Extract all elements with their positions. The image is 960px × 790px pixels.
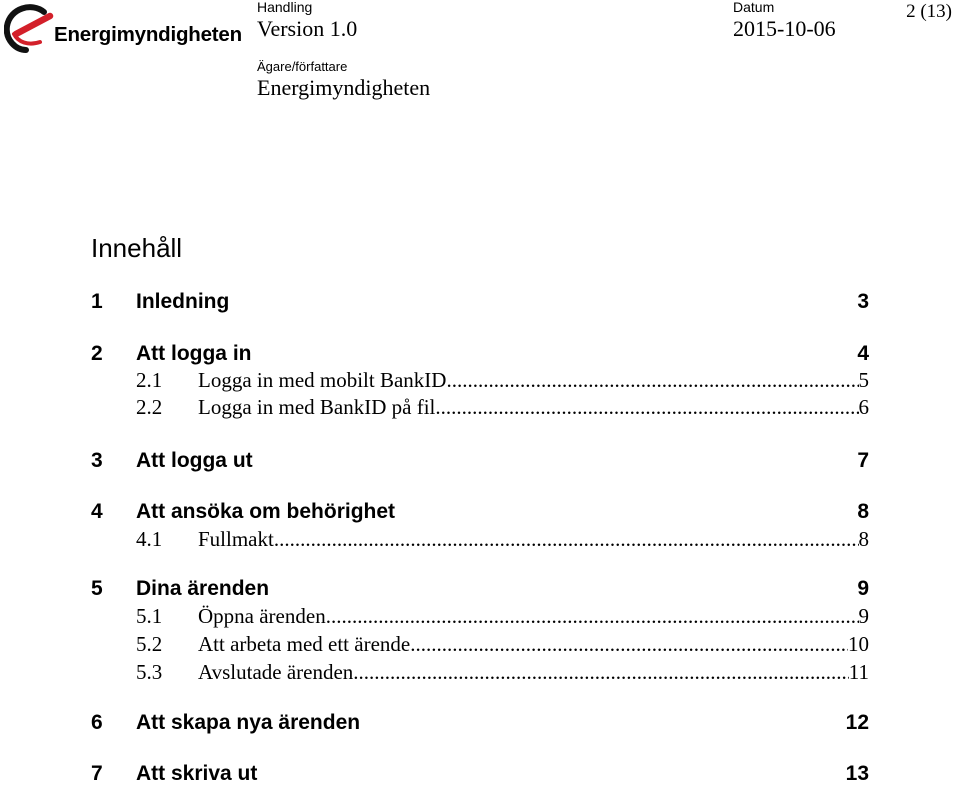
toc-subsection-number: 2.1 bbox=[136, 368, 163, 392]
toc-subsection-number: 5.1 bbox=[136, 604, 163, 628]
toc-section-page: 3 bbox=[857, 290, 869, 313]
toc-section-title: Dina ärenden bbox=[136, 577, 270, 600]
toc-section-number: 6 bbox=[91, 711, 103, 734]
toc-section-number: 3 bbox=[91, 449, 103, 472]
toc-section-page: 9 bbox=[857, 577, 869, 600]
toc-section-number: 2 bbox=[91, 342, 103, 365]
toc-section-title: Att logga ut bbox=[136, 449, 253, 472]
toc-subsection-title: Att arbeta med ett ärende bbox=[198, 632, 411, 656]
toc-subsection-page: 10 bbox=[848, 632, 869, 656]
toc-subsection-page: 5 bbox=[858, 368, 869, 392]
toc-section-number: 7 bbox=[91, 762, 103, 785]
toc-subsection-number: 2.2 bbox=[136, 395, 163, 419]
toc-subsection-title: Fullmakt bbox=[198, 527, 274, 551]
datum-label: Datum bbox=[733, 0, 775, 15]
toc-section-page: 7 bbox=[857, 449, 869, 472]
toc-title: Innehåll bbox=[91, 233, 183, 263]
toc-subsection-page: 9 bbox=[858, 604, 869, 628]
toc-section[interactable] bbox=[91, 577, 869, 605]
owner-value: Energimyndigheten bbox=[257, 75, 431, 100]
toc-subsection-title: Avslutade ärenden bbox=[198, 660, 354, 684]
toc-subsection-page: 8 bbox=[858, 527, 869, 551]
toc-subsection[interactable] bbox=[91, 368, 869, 396]
toc-section[interactable] bbox=[91, 290, 869, 318]
toc-subsection-number: 5.3 bbox=[136, 660, 163, 684]
energimyndigheten-logo bbox=[4, 4, 244, 60]
toc-subsection-page: 6 bbox=[858, 395, 869, 419]
toc-section[interactable] bbox=[91, 711, 869, 739]
toc-subsection[interactable] bbox=[91, 660, 869, 688]
toc-section-title: Att skapa nya ärenden bbox=[136, 711, 361, 734]
toc-section-title: Att ansöka om behörighet bbox=[136, 500, 396, 523]
toc-section-page: 13 bbox=[845, 762, 869, 785]
toc-subsection-title: Logga in med mobilt BankID bbox=[198, 368, 447, 392]
toc-dot-leader bbox=[435, 395, 858, 420]
logo-text: Energimyndigheten bbox=[54, 23, 242, 46]
toc-subsection-number: 4.1 bbox=[136, 527, 163, 551]
toc-subsection-number: 5.2 bbox=[136, 632, 163, 656]
toc-section-page: 8 bbox=[857, 500, 869, 523]
toc-subsection-title: Logga in med BankID på fil bbox=[198, 395, 436, 419]
toc-subsection[interactable] bbox=[91, 632, 869, 660]
toc-section-page: 4 bbox=[857, 342, 869, 365]
toc-section-title: Att logga in bbox=[136, 342, 252, 365]
toc-section-page: 12 bbox=[845, 711, 869, 734]
toc-section-number: 1 bbox=[91, 290, 103, 313]
toc-section[interactable] bbox=[91, 449, 869, 477]
logo-swirl-icon bbox=[4, 4, 54, 56]
toc-dot-leader bbox=[326, 604, 859, 629]
page-number: 2 (13) bbox=[906, 1, 952, 22]
toc-dot-leader bbox=[446, 368, 858, 393]
owner-label: Ägare/författare bbox=[257, 59, 348, 74]
toc-section-title: Inledning bbox=[136, 290, 230, 313]
toc-dot-leader bbox=[410, 632, 848, 657]
toc-subsection-page: 11 bbox=[848, 660, 869, 684]
toc-subsection-title: Öppna ärenden bbox=[198, 604, 326, 628]
toc-subsection[interactable] bbox=[91, 527, 869, 555]
toc-section[interactable] bbox=[91, 342, 869, 370]
toc-dot-leader bbox=[274, 527, 859, 552]
toc-subsection[interactable] bbox=[91, 604, 869, 632]
handling-label: Handling bbox=[257, 0, 313, 15]
datum-value: 2015-10-06 bbox=[733, 16, 836, 41]
toc-section-number: 4 bbox=[91, 500, 103, 523]
toc-section-number: 5 bbox=[91, 577, 103, 600]
toc-dot-leader bbox=[353, 660, 848, 685]
toc-section-title: Att skriva ut bbox=[136, 762, 258, 785]
handling-value: Version 1.0 bbox=[257, 16, 358, 41]
toc-subsection[interactable] bbox=[91, 395, 869, 423]
toc-section[interactable] bbox=[91, 500, 869, 528]
